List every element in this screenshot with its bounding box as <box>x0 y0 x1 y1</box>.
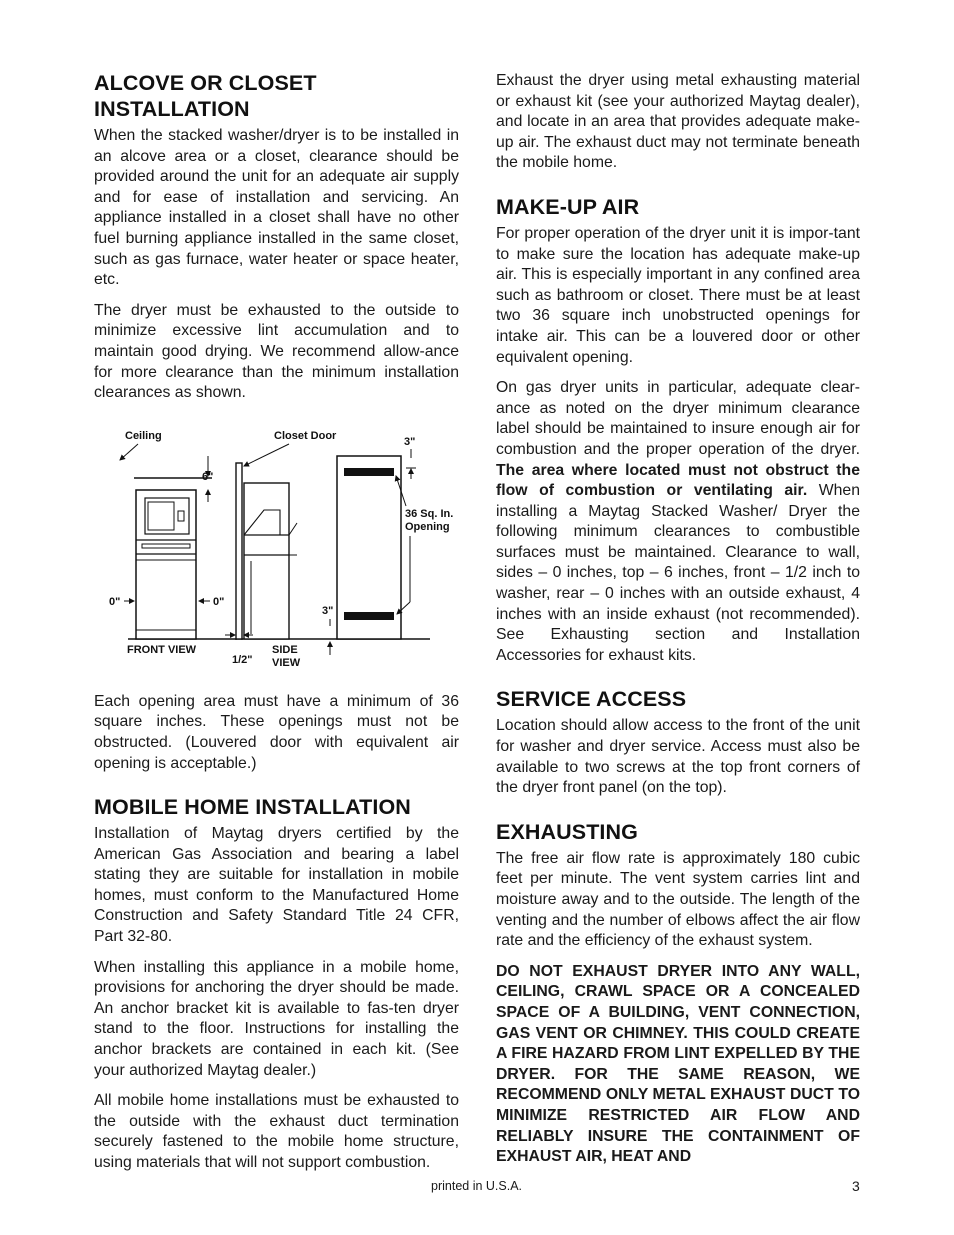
mobile-paragraph-3: All mobile home installations must be exhausted to the outside with the exhaust duct termination securely fastened to the mobile home structure, using materials that will not support combustion. <box>94 1092 459 1171</box>
dim-0-right-label: 0" <box>213 595 225 608</box>
dim-6in-label: 6" <box>202 470 214 483</box>
makeup-paragraph-1: For proper operation of the dryer unit it is impor-tant to make sure the location has adequate make-up air. This is especially important in any confined area such as bathroom or closet. There must be at least two 36 square inch unobstructed openings for intake air. This can be a louvered door or other equivalent opening. <box>496 224 860 366</box>
ceiling-pointer <box>120 444 138 460</box>
alcove-paragraph-2: The dryer must be exhausted to the outside to minimize excessive lint accumulation and to maintain good drying. We recommend allow-ance for more clearance than the minimum installation clearances as shown. <box>94 301 459 402</box>
exhausting-heading: EXHAUSTING <box>496 819 638 844</box>
printed-in-usa: printed in U.S.A. <box>431 1179 523 1193</box>
ceiling-label: Ceiling <box>125 429 162 442</box>
closet-door-panel <box>337 456 401 639</box>
mobile-paragraph-1: Installation of Maytag dryers certified by the American Gas Association and bearing a label stating they are suitable for installation in mobile homes, must conform to the Manufactured Home Construction and Safety Standard Title 24 CFR, Part 32-80. <box>94 825 459 946</box>
dim-half-label: 1/2" <box>232 653 253 666</box>
exhaust-paragraph: Exhaust the dryer using metal exhausting material or exhaust kit (see your authorized Maytag dealer), and locate in an area that provides adequate make-up air. The exhaust duct may not terminate beneath the mobile home. <box>496 72 860 172</box>
makeup-p2-part-b: When installing a Maytag Stacked Washer/ Dryer the following minimum clearances to combustible surfaces must be maintained. Clearance to wall, sides – 0 inches, top – 6 inches, front – 1/2 inch to washer, rear – 0 inches with an outside exhaust, 4 inches with an inside exhaust (not recommended). See Exhausting section and Installation Accessories for exhaust kits. <box>496 482 860 664</box>
front-view-label: FRONT VIEW <box>127 643 197 656</box>
clearance-diagram-svg <box>94 414 459 674</box>
opening-label-line2: Opening <box>405 520 450 533</box>
warning-paragraph: DO NOT EXHAUST DRYER INTO ANY WALL, CEILING, CRAWL SPACE OR A CONCEALED SPACE OF A BUILDING, VENT CONNECTION, GAS VENT OR CHIMNEY. THIS COULD CREATE A FIRE HAZARD FROM LINT EXPELLED BY THE DRYER. FOR THE SAME REASON, WE RECOMMEND ONLY METAL EXHAUST DUCT TO MINIMIZE RESTRICTED AIR FLOW AND RELIABLY INSURE THE CONTAINMENT OF EXHAUST AIR, HEAT AND <box>496 962 860 1166</box>
side-view-unit <box>236 463 297 639</box>
opening-paragraph: Each opening area must have a minimum of 36 square inches. These openings must not be obstructed. (Louvered door with equivalent air opening is acceptable.) <box>94 692 459 772</box>
dim-3in-bottom-label: 3" <box>322 604 334 617</box>
mobile-paragraph-2: When installing this appliance in a mobile home, provisions for anchoring the dryer should be made. An anchor bracket kit is available to fas-ten dryer stand to the floor. Instructions for installing the anchor brackets are contained in each kit. (See your authorized Maytag dealer.) <box>94 958 459 1079</box>
front-view-unit <box>136 490 196 639</box>
alcove-paragraph-1: When the stacked washer/dryer is to be installed in an alcove area or a closet, clearance should be provided around the unit for an adequate air supply and for ease of installation and servicing. An appliance installed in a closet shall have no other fuel burning appliance installed in the same closet, such as gas furnace, water heater or space heater, etc. <box>94 127 459 289</box>
alcove-heading-line2: INSTALLATION <box>94 97 250 121</box>
left-column <box>94 70 459 1184</box>
right-column <box>496 71 860 1178</box>
dim-0-left-label: 0" <box>109 595 121 608</box>
closet-door-label: Closet Door <box>274 429 337 442</box>
alcove-heading <box>94 70 459 122</box>
dim-3in-top-label: 3" <box>404 435 416 448</box>
exhausting-paragraph: The free air flow rate is approximately 180 cubic feet per minute. The vent system carries lint and moisture away and to the outside. The length of the venting and the number of elbows affect the air flow rate and the efficiency of the exhaust system. <box>496 849 860 950</box>
makeup-p2-part-a: On gas dryer units in particular, adequate clear-ance as noted on the dryer minimum clearance label should be maintained to insure enough air for combustion and the proper operation of the dryer. <box>496 379 860 458</box>
clearance-diagram <box>94 414 459 674</box>
opening-label-line1: 36 Sq. In. <box>405 507 454 520</box>
makeup-paragraph-2 <box>496 378 860 666</box>
mobile-home-heading: MOBILE HOME INSTALLATION <box>94 795 411 820</box>
make-up-air-heading: MAKE-UP AIR <box>496 194 640 219</box>
service-access-heading: SERVICE ACCESS <box>496 687 687 712</box>
alcove-heading-line1: ALCOVE OR CLOSET <box>94 71 317 95</box>
side-view-label-2: VIEW <box>272 656 301 669</box>
service-paragraph: Location should allow access to the front of the unit for washer and dryer service. Access must also be available to two screws at the top front corners of the dryer front panel (on the top). <box>496 717 860 797</box>
makeup-p2-bold: The area where located must not obstruct the flow of combustion or ventilating air. <box>496 461 860 500</box>
side-view-label-1: SIDE <box>272 643 298 656</box>
page-number: 3 <box>852 1178 860 1194</box>
